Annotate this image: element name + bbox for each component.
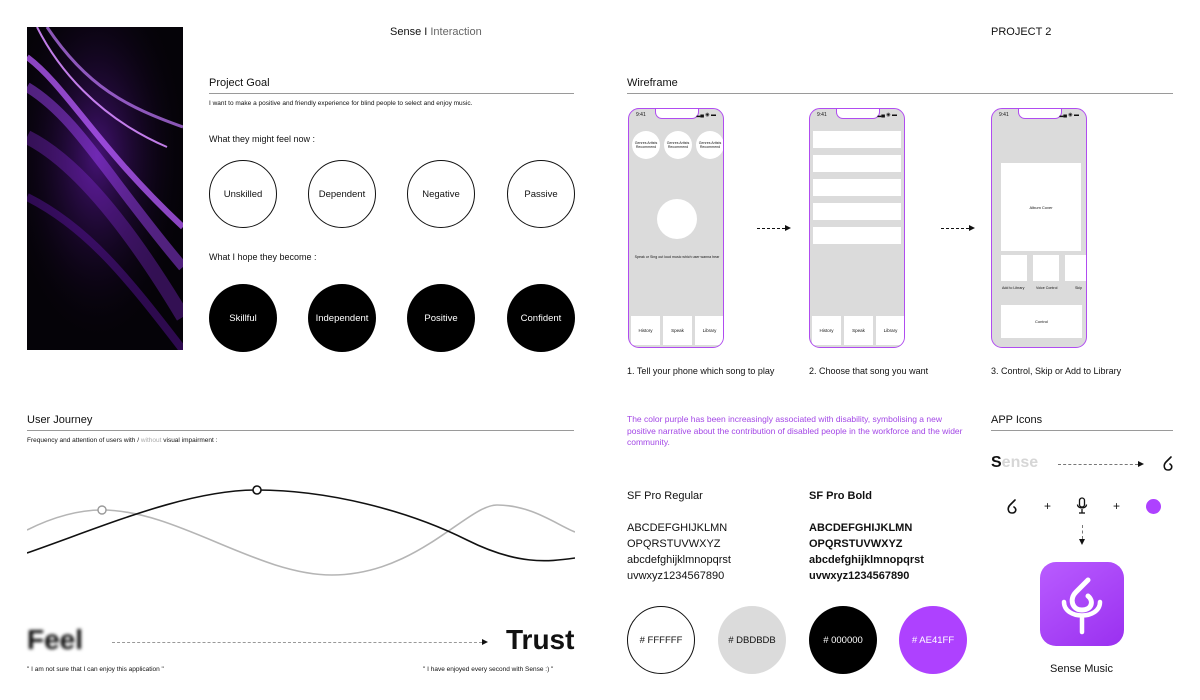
- quote-left: " I am not sure that I can enjoy this application ": [27, 666, 164, 673]
- result-row[interactable]: [813, 227, 901, 244]
- feel-now-item: Passive: [507, 160, 575, 228]
- feel-now-label: What they might feel now :: [209, 134, 316, 144]
- sense-wordmark-s: S: [991, 454, 1002, 471]
- wireframe-caption-2: 2. Choose that song you want: [809, 366, 929, 376]
- action-label: Skip: [1075, 286, 1082, 290]
- tab-speak[interactable]: Speak: [844, 316, 873, 345]
- result-row[interactable]: [813, 131, 901, 148]
- flow-arrow-head: [969, 225, 975, 231]
- app-icon[interactable]: [1040, 562, 1124, 646]
- sense-s-icon: [1005, 498, 1019, 516]
- sample-line: abcdefghijklmnopqrst: [809, 554, 924, 566]
- plus-sign: +: [1113, 499, 1121, 513]
- quote-right: " I have enjoyed every second with Sense :) ": [423, 666, 554, 673]
- logo-arrow-head: [1138, 461, 1144, 467]
- speak-prompt: Speak or Sing out loud music which user wanna hear: [634, 255, 720, 259]
- wireframe-title: Wireframe: [627, 77, 678, 89]
- feel-now-item: Negative: [407, 160, 475, 228]
- wireframe-rule: [627, 93, 1173, 94]
- font-regular-sample: [627, 520, 731, 584]
- feel-word: Feel: [27, 624, 84, 655]
- swatch-white: # FFFFFF: [627, 606, 695, 674]
- trust-word: Trust: [506, 624, 575, 655]
- phone-notch: [655, 109, 699, 119]
- header-title-sub: Interaction: [430, 26, 482, 38]
- sample-line: ABCDEFGHIJKLMN: [809, 522, 913, 534]
- hope-item: Independent: [308, 284, 376, 352]
- header-title: [390, 26, 482, 38]
- genre-chip[interactable]: Genres Artists Recommend: [632, 131, 660, 159]
- tab-history[interactable]: History: [812, 316, 841, 345]
- app-name: Sense Music: [1050, 663, 1113, 675]
- swatch-black: # 000000: [809, 606, 877, 674]
- logo-arrow: [1058, 464, 1138, 465]
- with-peak-marker: [253, 486, 261, 494]
- album-cover-label: Album Cover: [1029, 204, 1053, 210]
- wireframe-phone-1: [628, 108, 724, 348]
- wireframe-caption-1: 1. Tell your phone which song to play: [627, 366, 775, 376]
- feel-now-item: Dependent: [308, 160, 376, 228]
- journey-arrow-head: [482, 639, 488, 645]
- swatch-gray: # DBDBDB: [718, 606, 786, 674]
- tab-library[interactable]: Library: [695, 316, 724, 345]
- sense-s-icon: [1161, 455, 1175, 473]
- phone-status-icons: ▂▄ ◉ ▬: [877, 112, 897, 118]
- with-impairment-wave: [27, 490, 575, 561]
- phone-status-icons: ▂▄ ◉ ▬: [1059, 112, 1079, 118]
- result-row[interactable]: [813, 155, 901, 172]
- microphone-icon: [1076, 497, 1088, 515]
- result-row[interactable]: [813, 179, 901, 196]
- tab-speak[interactable]: Speak: [663, 316, 692, 345]
- phone-status-icons: ▂▄ ◉ ▬: [696, 112, 716, 118]
- desc-without: without: [140, 437, 162, 444]
- flow-arrow: [757, 228, 785, 229]
- sample-line: OPQRSTUVWXYZ: [809, 538, 903, 550]
- phone-time: 9:41: [817, 112, 827, 118]
- wireframe-caption-3: 3. Control, Skip or Add to Library: [991, 366, 1122, 376]
- font-bold-title: SF Pro Bold: [809, 490, 872, 502]
- phone-notch: [836, 109, 880, 119]
- tab-library[interactable]: Library: [876, 316, 905, 345]
- purple-note: The color purple has been increasingly associated with disability, symbolising a new positive narrative about the contribution of disabled people in the workforce and the wider community.: [627, 414, 963, 447]
- without-impairment-wave: [27, 505, 575, 575]
- font-regular-title: SF Pro Regular: [627, 490, 703, 502]
- desc-with: Frequency and attention of users with /: [27, 437, 140, 444]
- action-skip[interactable]: [1065, 255, 1087, 281]
- sense-music-logo-icon: [1052, 572, 1112, 636]
- action-add-to-library[interactable]: [1001, 255, 1027, 281]
- sense-wordmark: [991, 454, 1038, 472]
- control-button[interactable]: [1001, 305, 1082, 338]
- speak-button[interactable]: [657, 199, 697, 239]
- journey-waves: [27, 470, 575, 585]
- album-cover: [1001, 163, 1081, 251]
- journey-arrow: [112, 642, 482, 643]
- tab-history[interactable]: History: [631, 316, 660, 345]
- app-icons-rule: [991, 430, 1173, 431]
- hero-image: [27, 27, 183, 350]
- sample-line: abcdefghijklmnopqrst: [627, 554, 731, 566]
- sense-wordmark-rest: ense: [1001, 454, 1039, 471]
- action-voice-control[interactable]: [1033, 255, 1059, 281]
- wireframe-phone-3: [991, 108, 1087, 348]
- project-label: PROJECT 2: [991, 26, 1052, 38]
- purple-light-streaks: [27, 27, 183, 350]
- sample-line: uvwxyz1234567890: [809, 570, 910, 582]
- project-goal-title: Project Goal: [209, 77, 270, 89]
- flow-arrow: [941, 228, 969, 229]
- project-goal-description: I want to make a positive and friendly experience for blind people to select and enjoy music.: [209, 100, 473, 107]
- wireframe-phone-2: [809, 108, 905, 348]
- user-journey-description: [27, 437, 217, 444]
- project-goal-rule: [209, 93, 574, 94]
- genre-chip[interactable]: Genres Artists Recommend: [664, 131, 692, 159]
- sample-line: uvwxyz1234567890: [627, 570, 725, 582]
- sample-line: ABCDEFGHIJKLMN: [627, 522, 728, 534]
- flow-arrow-head: [785, 225, 791, 231]
- user-journey-title: User Journey: [27, 414, 93, 426]
- phone-notch: [1018, 109, 1062, 119]
- sample-line: OPQRSTUVWXYZ: [627, 538, 721, 550]
- purple-dot-icon: [1146, 499, 1161, 514]
- hope-item: Positive: [407, 284, 475, 352]
- genre-chip[interactable]: Genres Artists Recommend: [696, 131, 724, 159]
- app-icons-title: APP Icons: [991, 414, 1043, 426]
- user-journey-rule: [27, 430, 574, 431]
- control-label: Control: [1035, 319, 1048, 324]
- desc-after: visual impairment :: [163, 437, 218, 444]
- combine-arrow: [1082, 525, 1083, 539]
- header-title-main: Sense I: [390, 26, 428, 38]
- phone-time: 9:41: [999, 112, 1009, 118]
- plus-sign: +: [1044, 499, 1052, 513]
- without-start-marker: [98, 506, 106, 514]
- action-label: Add to Library: [1002, 286, 1025, 290]
- feel-now-item: Unskilled: [209, 160, 277, 228]
- hope-item: Confident: [507, 284, 575, 352]
- action-label: Voice Control: [1036, 286, 1058, 290]
- font-bold-sample: [809, 520, 924, 584]
- combine-arrow-head: [1079, 539, 1085, 545]
- hope-item: Skillful: [209, 284, 277, 352]
- result-row[interactable]: [813, 203, 901, 220]
- phone-time: 9:41: [636, 112, 646, 118]
- hope-label: What I hope they become :: [209, 252, 317, 262]
- swatch-purple: # AE41FF: [899, 606, 967, 674]
